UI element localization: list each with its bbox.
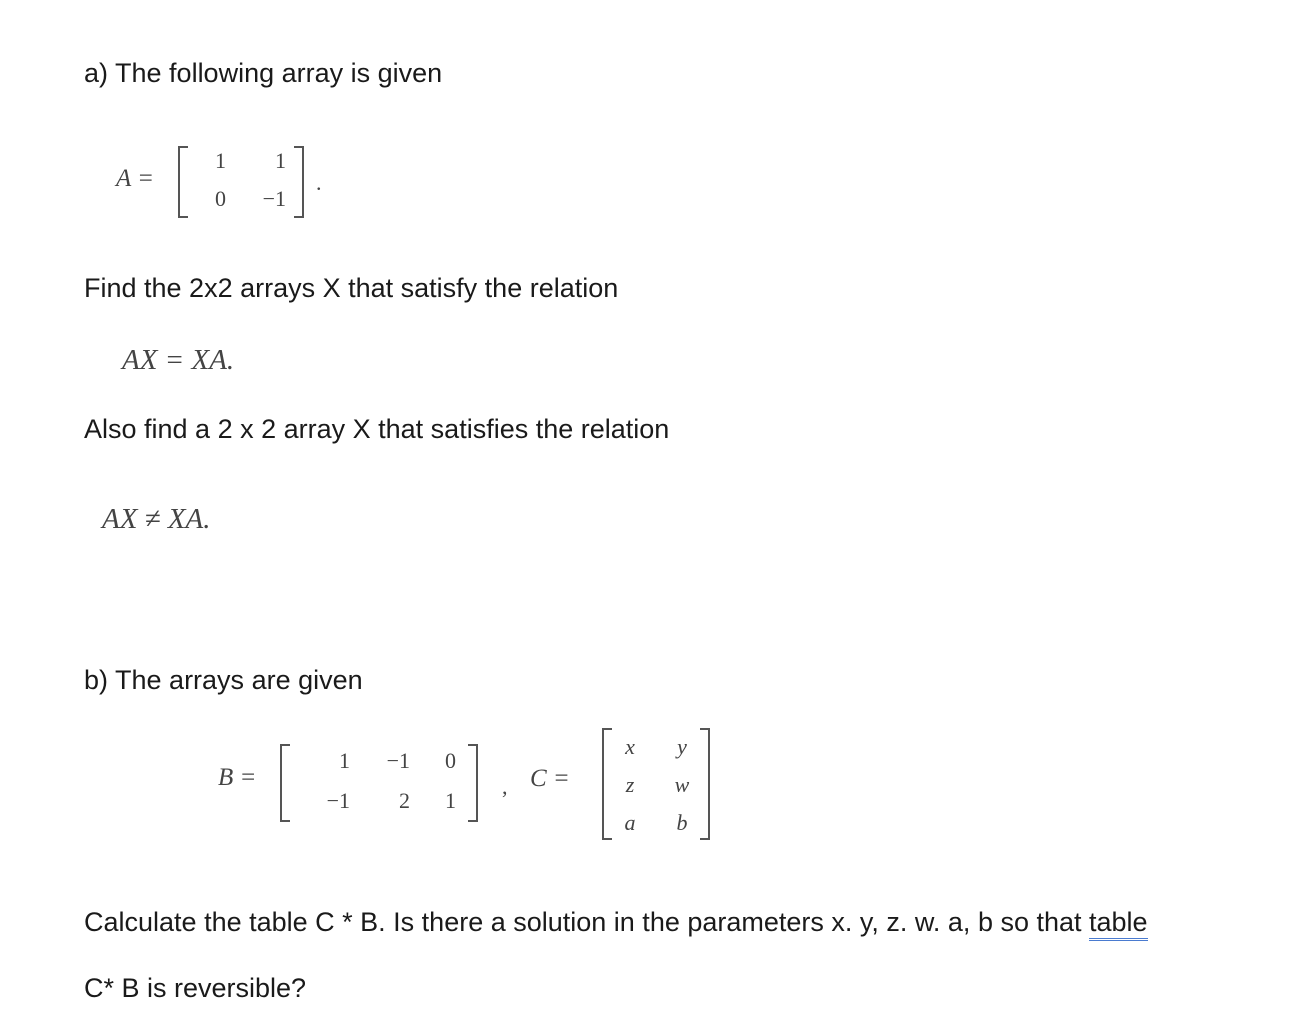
matrix-a-name: A = bbox=[116, 165, 154, 192]
matrix-c-right-bracket bbox=[700, 728, 710, 840]
matrix-c-cell: z bbox=[625, 772, 635, 797]
question-line-1 bbox=[84, 909, 1148, 936]
relation-equal: AX = XA. bbox=[122, 344, 235, 376]
matrix-c-cell: x bbox=[625, 734, 635, 759]
matrix-b-cell: 1 bbox=[445, 788, 456, 813]
matrix-c-cell: a bbox=[624, 810, 636, 835]
also-prompt: Also find a 2 x 2 array X that satisfies the relation bbox=[84, 414, 670, 444]
matrix-b-cell: 2 bbox=[399, 788, 410, 813]
matrix-c-cell: y bbox=[677, 734, 687, 759]
matrix-a-cell: 1 bbox=[275, 148, 286, 173]
matrix-a-period: . bbox=[316, 170, 322, 195]
matrix-c bbox=[530, 726, 730, 842]
matrix-a-left-bracket bbox=[178, 146, 188, 218]
matrix-c-cell: w bbox=[674, 772, 690, 797]
matrix-b bbox=[218, 740, 518, 830]
part-b-intro: b) The arrays are given bbox=[84, 665, 363, 695]
matrix-b-cell: 0 bbox=[445, 748, 456, 773]
part-a-intro: a) The following array is given bbox=[84, 58, 443, 88]
matrix-c-left-bracket bbox=[602, 728, 612, 840]
matrix-c-name: C = bbox=[530, 765, 570, 792]
matrix-b-right-bracket bbox=[468, 744, 478, 822]
matrix-b-cell: 1 bbox=[339, 748, 350, 773]
matrix-a-cell: −1 bbox=[262, 186, 286, 211]
find-prompt: Find the 2x2 arrays X that satisfy the relation bbox=[84, 273, 619, 303]
matrix-a bbox=[116, 140, 356, 220]
matrix-a-right-bracket bbox=[294, 146, 304, 218]
underlined-word: table bbox=[1089, 907, 1148, 941]
matrix-a-cell: 0 bbox=[215, 186, 226, 211]
matrix-b-name: B = bbox=[218, 764, 257, 791]
matrix-c-cell: b bbox=[676, 810, 688, 835]
matrix-b-cell: −1 bbox=[386, 748, 410, 773]
matrix-b-comma: , bbox=[502, 774, 508, 799]
question-line-2: C* B is reversible? bbox=[84, 973, 307, 1003]
question-text: Calculate the table C * B. Is there a solution in the parameters x. y, z. w. a, b so that bbox=[84, 907, 1090, 937]
matrix-b-left-bracket bbox=[280, 744, 290, 822]
relation-not-equal: AX ≠ XA. bbox=[102, 503, 211, 535]
matrix-a-cell: 1 bbox=[215, 148, 226, 173]
matrix-b-cell: −1 bbox=[326, 788, 350, 813]
